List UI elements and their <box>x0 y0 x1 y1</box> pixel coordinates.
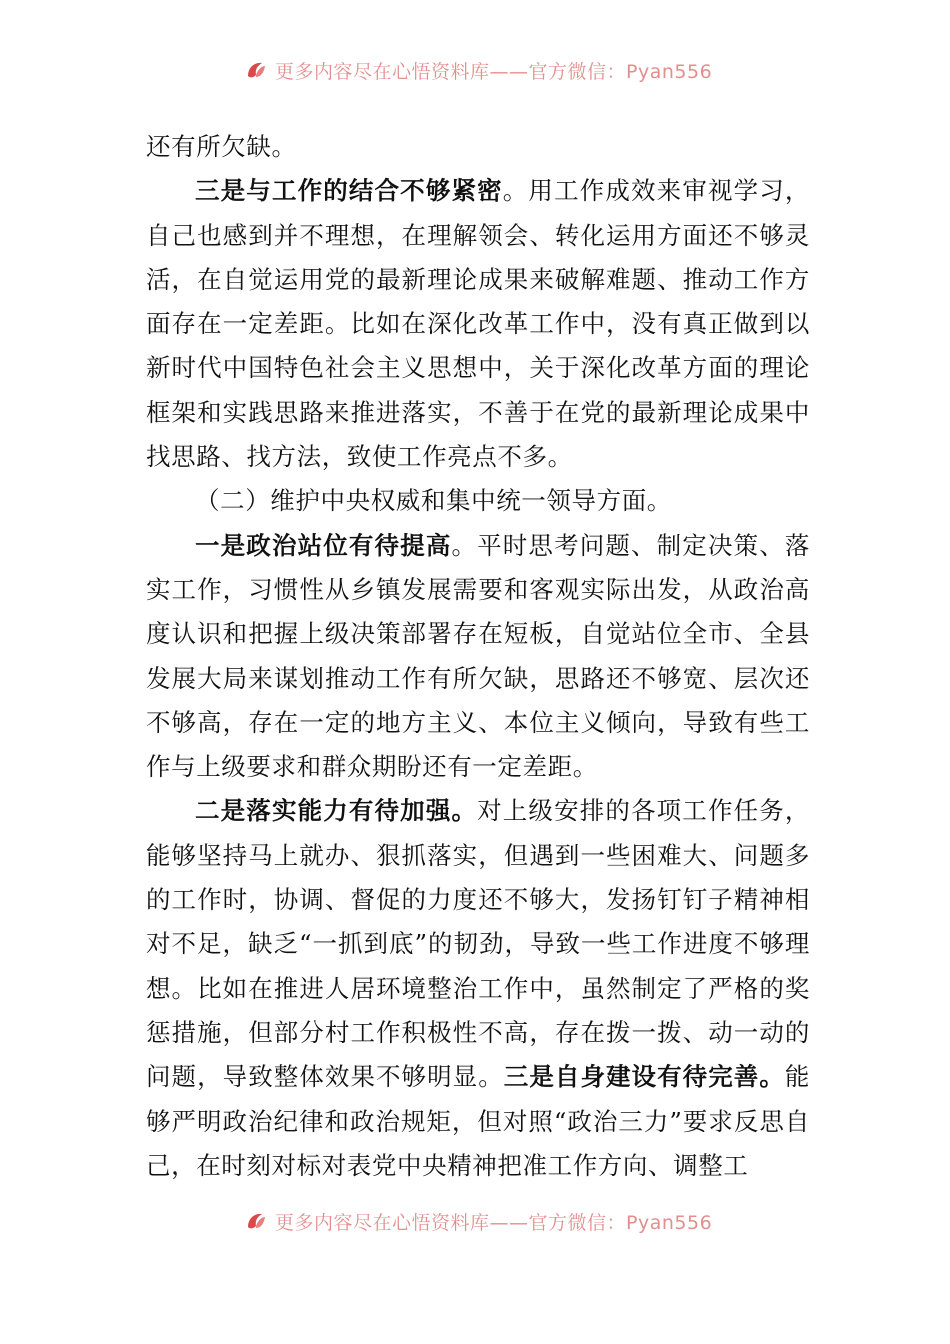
watermark-logo-icon <box>245 1210 267 1232</box>
paragraph-text: 。用工作成效来审视学习，自己也感到并不理想，在理解领会、转化运用方面还不够灵活，在自觉运用党的最新理论成果来破解难题、推动工作方面存在一定差距。比如在深化改革工作中，没有真正做到以新时代中国特色社会主义思想中，关于深化改革方面的理论框架和实践思路来推进落实，不善于在党的最新理论成果中找思路、找方法，致使工作亮点不多。 <box>146 176 811 472</box>
section-heading-text: （二）维护中央权威和集中统一领导方面。 <box>195 486 672 516</box>
paragraph-continuation <box>146 125 810 169</box>
paragraph-lead: 二是落实能力有待加强。 <box>195 796 478 826</box>
paragraph-text: 对上级安排的各项工作任务，能够坚持马上就办、狠抓落实，但遇到一些困难大、问题多的工作时，协调、督促的力度还不够大，发扬钉钉子精神相对不足，缺乏“一抓到底”的韧劲，导致一些工作进度不够理想。比如在推进人居环境整治工作中，虽然制定了严格的奖惩措施，但部分村工作积极性不高，存在拨一拨、动一动的问题，导致整体效果不够明显。 <box>146 796 810 1092</box>
section-heading <box>146 479 810 523</box>
watermark-logo-icon <box>245 59 267 81</box>
paragraph-text-secondary: 能够严明政治纪律和政治规矩，但对照“政治三力”要求反思自己，在时刻对标对表党中央精神把准工作方向、调整工 <box>146 1062 810 1180</box>
paragraph-item <box>146 524 810 790</box>
watermark-text: 更多内容尽在心悟资料库——官方微信：Pyan556 <box>275 60 713 83</box>
footer-watermark <box>245 1206 725 1236</box>
paragraph-item <box>146 169 810 479</box>
document-body <box>146 125 810 1188</box>
paragraph-item <box>146 789 810 1188</box>
paragraph-lead: 三是与工作的结合不够紧密 <box>195 176 503 206</box>
header-watermark <box>245 55 725 85</box>
paragraph-lead: 一是政治站位有待提高 <box>195 530 452 560</box>
paragraph-text: 。平时思考问题、制定决策、落实工作，习惯性从乡镇发展需要和客观实际出发，从政治高度认识和把握上级决策部署存在短板，自觉站位全市、全县发展大局来谋划推动工作有所欠缺，思路还不够宽、层次还不够高，存在一定的地方主义、本位主义倾向，导致有些工作与上级要求和群众期盼还有一定差距。 <box>146 530 811 782</box>
watermark-text: 更多内容尽在心悟资料库——官方微信：Pyan556 <box>275 1211 713 1234</box>
paragraph-lead-secondary: 三是自身建设有待完善。 <box>503 1062 785 1092</box>
paragraph-text: 还有所欠缺。 <box>146 132 297 161</box>
